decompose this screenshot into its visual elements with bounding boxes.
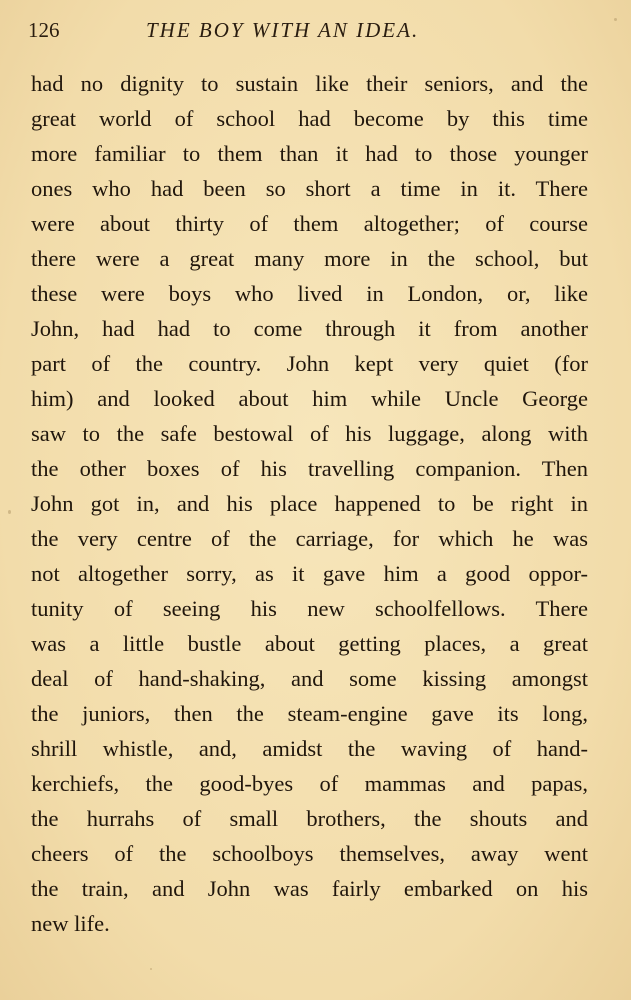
text-line: saw to the safe bestowal of his luggage, along with (31, 421, 588, 446)
paper-speck (8, 510, 11, 514)
text-line: shrill whistle, and, amidst the waving of hand- (31, 736, 588, 761)
text-line: part of the country. John kept very quiet (for (31, 351, 588, 376)
text-line: were about thirty of them altogether; of course (31, 211, 588, 236)
text-line: cheers of the schoolboys themselves, away went (31, 841, 588, 866)
text-line: the train, and John was fairly embarked on his (31, 876, 588, 901)
paper-speck (150, 968, 152, 970)
text-line: the other boxes of his travelling companion. Then (31, 456, 588, 481)
text-line: not altogether sorry, as it gave him a good oppor- (31, 561, 588, 586)
text-line: the hurrahs of small brothers, the shouts and (31, 806, 588, 831)
text-line: the very centre of the carriage, for which he was (31, 526, 588, 551)
text-line: ones who had been so short a time in it. There (31, 176, 588, 201)
text-line: great world of school had become by this time (31, 106, 588, 131)
text-line: John got in, and his place happened to be right in (31, 491, 588, 516)
page-header (28, 18, 590, 48)
text-line: kerchiefs, the good-byes of mammas and papas, (31, 771, 588, 796)
text-line: John, had had to come through it from another (31, 316, 588, 341)
text-line: was a little bustle about getting places, a great (31, 631, 588, 656)
text-line: these were boys who lived in London, or, like (31, 281, 588, 306)
text-line: tunity of seeing his new schoolfellows. There (31, 596, 588, 621)
text-line: there were a great many more in the school, but (31, 246, 588, 271)
text-line: new life. (31, 911, 110, 936)
body-text (31, 66, 588, 941)
paper-speck (614, 18, 617, 21)
text-line: the juniors, then the steam-engine gave its long, (31, 701, 588, 726)
running-title: THE BOY WITH AN IDEA. (146, 18, 420, 42)
page-number: 126 (28, 18, 60, 42)
text-line: more familiar to them than it had to those younger (31, 141, 588, 166)
text-line: had no dignity to sustain like their seniors, and the (31, 71, 588, 96)
text-line: him) and looked about him while Uncle George (31, 386, 588, 411)
text-line: deal of hand-shaking, and some kissing amongst (31, 666, 588, 691)
